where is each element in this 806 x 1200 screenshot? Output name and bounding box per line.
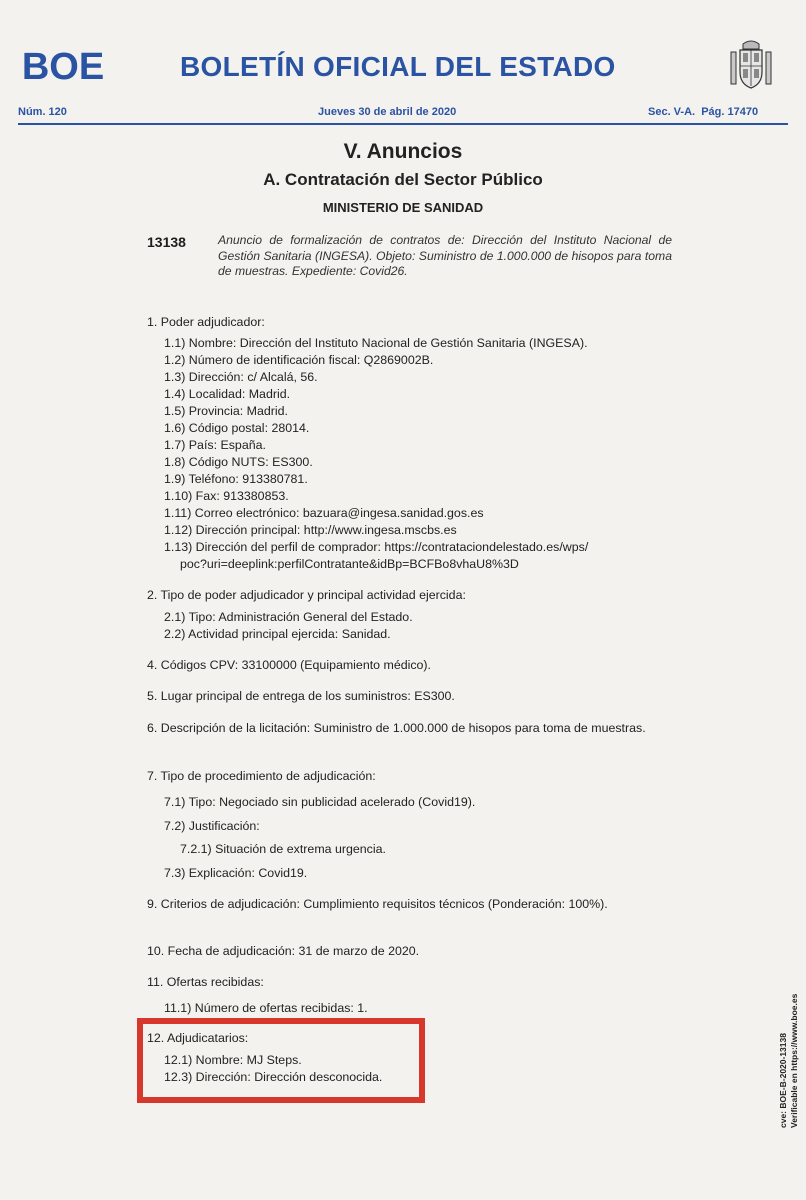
item-1-5: 1.5) Provincia: Madrid. <box>164 404 288 418</box>
item-1-9: 1.9) Teléfono: 913380781. <box>164 472 308 486</box>
coat-of-arms-icon <box>728 38 774 92</box>
gazette-title: BOLETÍN OFICIAL DEL ESTADO <box>180 51 616 82</box>
section-9: 9. Criterios de adjudicación: Cumplimiento requisitos técnicos (Ponderación: 100%). <box>147 897 608 911</box>
issue-number: Núm. 120 <box>18 106 67 118</box>
section-4: 4. Códigos CPV: 33100000 (Equipamiento médico). <box>147 658 432 672</box>
item-1-11: 1.11) Correo electrónico: bazuara@ingesa.sanidad.gos.es <box>164 506 484 520</box>
item-2-1: 2.1) Tipo: Administración General del Estado. <box>164 610 413 624</box>
section-6: 6. Descripción de la licitación: Suministro de 1.000.000 de hisopos para toma de muestras. <box>147 721 646 735</box>
issue-date: Jueves 30 de abril de 2020 <box>318 106 457 118</box>
svg-text:Verificable en https://www.boe: Verificable en https://www.boe.es <box>789 993 799 1128</box>
item-12-3: 12.3) Dirección: Dirección desconocida. <box>164 1070 383 1084</box>
part-heading: V. Anuncios <box>343 140 463 163</box>
section-12-heading: 12. Adjudicatarios: <box>147 1031 249 1045</box>
verification-code <box>773 950 806 1130</box>
item-1-13-line1: 1.13) Dirección del perfil de comprador: https://contrataciondelestado.es/wps/ <box>164 540 589 554</box>
item-1-3: 1.3) Dirección: c/ Alcalá, 56. <box>164 370 318 384</box>
section-1-heading: 1. Poder adjudicador: <box>147 315 265 329</box>
item-2-2: 2.2) Actividad principal ejercida: Sanidad. <box>164 627 391 641</box>
subpart-heading: A. Contratación del Sector Público <box>263 170 543 189</box>
announcement-summary: Anuncio de formalización de contratos de: Dirección del Instituto Nacional de Gestión Sanitaria (INGESA). Objeto: Suministro de 1.000.000 de hisopos para toma de muestras. Expediente: Covid26. <box>218 233 672 278</box>
svg-text:BOE: BOE <box>21 46 105 86</box>
ministry-heading: MINISTERIO DE SANIDAD <box>322 200 484 215</box>
section-2-heading: 2. Tipo de poder adjudicador y principal actividad ejercida: <box>147 588 466 602</box>
svg-text:cve: BOE-B-2020-13138: cve: BOE-B-2020-13138 <box>778 1033 788 1128</box>
item-1-10: 1.10) Fax: 913380853. <box>164 489 289 503</box>
section-10: 10. Fecha de adjudicación: 31 de marzo de 2020. <box>147 944 420 958</box>
header-divider <box>18 123 788 125</box>
item-7-1: 7.1) Tipo: Negociado sin publicidad acelerado (Covid19). <box>164 795 476 809</box>
item-1-6: 1.6) Código postal: 28014. <box>164 421 310 435</box>
item-7-2: 7.2) Justificación: <box>164 819 260 833</box>
item-11-1: 11.1) Número de ofertas recibidas: 1. <box>164 1001 368 1015</box>
item-1-13-line2: poc?uri=deeplink:perfilContratante&idBp=BCFBo8vhaU8%3D <box>180 557 519 571</box>
item-1-4: 1.4) Localidad: Madrid. <box>164 387 291 401</box>
item-7-2-1: 7.2.1) Situación de extrema urgencia. <box>180 842 386 856</box>
boe-logo <box>18 46 108 86</box>
section-page: Sec. V-A. Pág. 17470 <box>648 106 759 118</box>
item-1-8: 1.8) Código NUTS: ES300. <box>164 455 313 469</box>
item-1-7: 1.7) País: España. <box>164 438 266 452</box>
announcement-number: 13138 <box>147 234 186 250</box>
section-7-heading: 7. Tipo de procedimiento de adjudicación: <box>147 769 376 783</box>
item-1-12: 1.12) Dirección principal: http://www.ingesa.mscbs.es <box>164 523 457 537</box>
section-11-heading: 11. Ofertas recibidas: <box>147 975 264 989</box>
item-1-1: 1.1) Nombre: Dirección del Instituto Nacional de Gestión Sanitaria (INGESA). <box>164 336 588 350</box>
item-7-3: 7.3) Explicación: Covid19. <box>164 866 308 880</box>
section-5: 5. Lugar principal de entrega de los suministros: ES300. <box>147 689 455 703</box>
item-12-1: 12.1) Nombre: MJ Steps. <box>164 1053 302 1067</box>
item-1-2: 1.2) Número de identificación fiscal: Q2869002B. <box>164 353 434 367</box>
